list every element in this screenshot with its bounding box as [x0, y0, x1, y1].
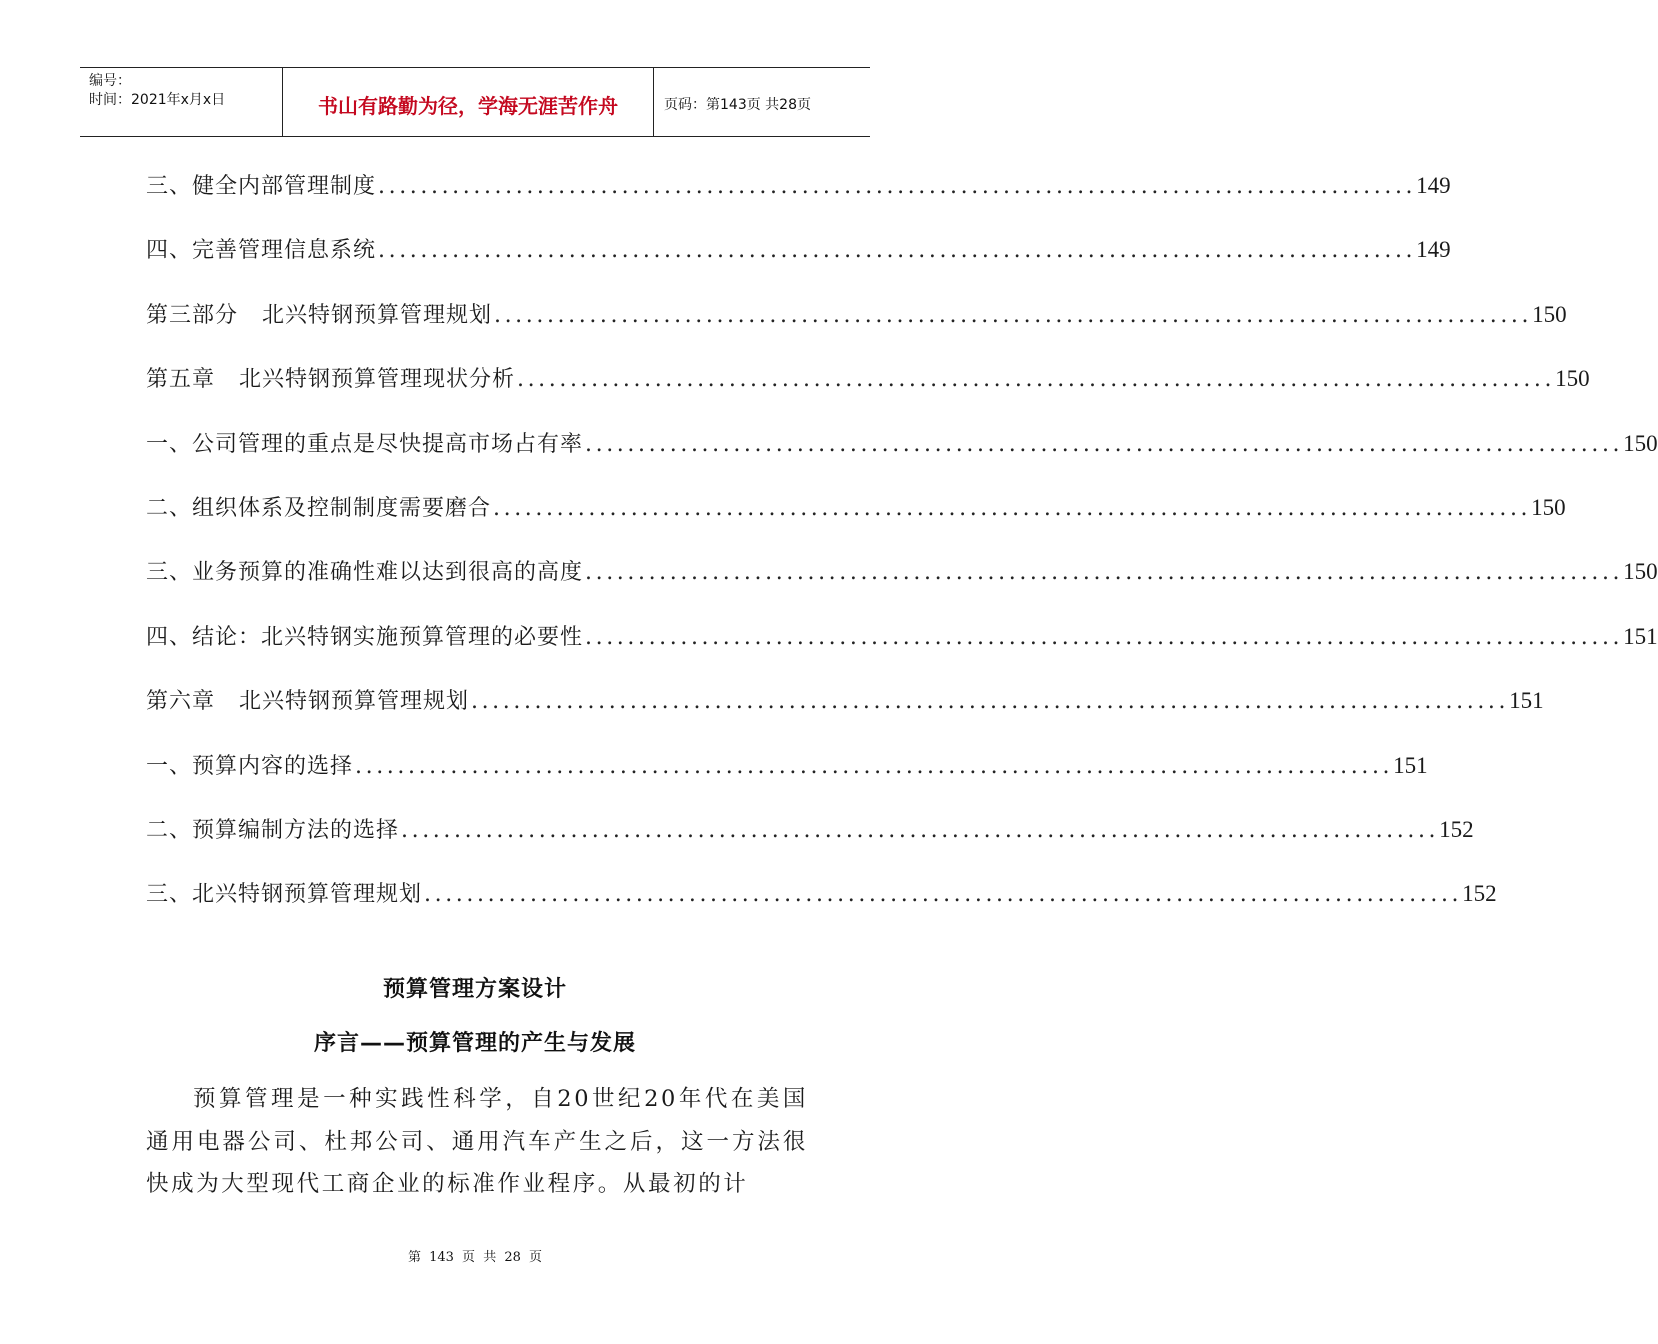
document-date: 时间：2021年x月x日	[89, 92, 226, 108]
toc-entry-label: 三、北兴特钢预算管理规划	[146, 882, 423, 908]
page-footer: 第 143 页 共 28 页	[407, 1250, 543, 1265]
toc-leader-dots: ..................................................................................................	[378, 238, 1417, 264]
toc-entry[interactable]	[146, 293, 1567, 357]
toc-entry-label: 二、组织体系及控制制度需要磨合	[146, 495, 492, 521]
toc-leader-dots: ..................................................................................................	[516, 367, 1556, 393]
toc-entry-page: 152	[1462, 881, 1497, 907]
toc-entry[interactable]	[146, 744, 1428, 808]
header-motto	[282, 68, 654, 136]
toc-entry-label: 二、预算编制方法的选择	[146, 817, 400, 843]
document-number-label: 编号：	[89, 73, 131, 89]
table-of-contents	[146, 164, 1658, 937]
toc-entry[interactable]	[146, 550, 1658, 614]
toc-entry-page: 151	[1623, 623, 1658, 649]
toc-entry[interactable]	[146, 486, 1566, 550]
toc-entry-label: 一、公司管理的重点是尽快提高市场占有率	[146, 431, 584, 457]
body-paragraph: 预算管理是一种实践性科学，自20世纪20年代在美国通用电器公司、杜邦公司、通用汽车产生之后，这一方法很快成为大型现代工商企业的标准作业程序。从最初的计	[146, 1086, 808, 1197]
toc-entry-page: 150	[1555, 366, 1590, 392]
toc-entry-page: 149	[1416, 173, 1451, 198]
toc-entry-label: 第五章 北兴特钢预算管理现状分析	[146, 367, 515, 393]
document-title: 预算管理方案设计	[382, 977, 567, 1002]
toc-entry[interactable]	[146, 228, 1451, 292]
toc-entry-page: 150	[1532, 301, 1567, 327]
toc-entry-page: 150	[1623, 430, 1658, 456]
toc-entry-page: 150	[1623, 559, 1658, 585]
toc-leader-dots: ..................................................................................................	[470, 689, 1510, 715]
toc-entry-page: 151	[1393, 752, 1428, 778]
toc-entry-page: 150	[1531, 494, 1566, 520]
toc-leader-dots: ..................................................................................................	[401, 817, 1440, 843]
toc-entry-page: 149	[1416, 237, 1451, 263]
toc-leader-dots: ..................................................................................................	[424, 882, 1463, 908]
page-info-text: 页码：第143页 共28页	[664, 97, 811, 113]
toc-entry[interactable]	[146, 615, 1658, 679]
toc-leader-dots: ..................................................................................................	[585, 431, 1624, 457]
header-meta	[80, 68, 282, 136]
toc-entry[interactable]	[146, 872, 1497, 936]
toc-leader-dots: ..................................................................................................	[378, 174, 1417, 199]
toc-entry-label: 四、结论：北兴特钢实施预算管理的必要性	[146, 624, 584, 650]
header-page-info	[654, 68, 870, 136]
toc-entry-label: 第三部分 北兴特钢预算管理规划	[146, 302, 492, 328]
motto-text: 书山有路勤为径，学海无涯苦作舟	[318, 93, 618, 118]
toc-entry-label: 第六章 北兴特钢预算管理规划	[146, 689, 469, 715]
toc-entry-label: 三、健全内部管理制度	[146, 174, 377, 199]
toc-entry[interactable]	[146, 422, 1658, 486]
toc-leader-dots: ..................................................................................................	[585, 624, 1624, 650]
toc-leader-dots: ..................................................................................................	[355, 753, 1394, 779]
toc-entry-page: 151	[1509, 688, 1544, 714]
page-header	[80, 67, 870, 137]
toc-leader-dots: ..................................................................................................	[585, 560, 1624, 586]
toc-entry-label: 三、业务预算的准确性难以达到很高的高度	[146, 560, 584, 586]
toc-entry-label: 四、完善管理信息系统	[146, 238, 377, 264]
toc-entry-page: 152	[1439, 816, 1474, 842]
section-heading: 序言——预算管理的产生与发展	[313, 1031, 636, 1056]
toc-entry[interactable]	[146, 357, 1590, 421]
toc-entry[interactable]	[146, 808, 1474, 872]
toc-leader-dots: ..................................................................................................	[493, 495, 1532, 521]
toc-entry[interactable]	[146, 679, 1544, 743]
toc-entry[interactable]	[146, 164, 1451, 228]
toc-entry-label: 一、预算内容的选择	[146, 753, 354, 779]
toc-leader-dots: ..................................................................................................	[493, 302, 1533, 328]
